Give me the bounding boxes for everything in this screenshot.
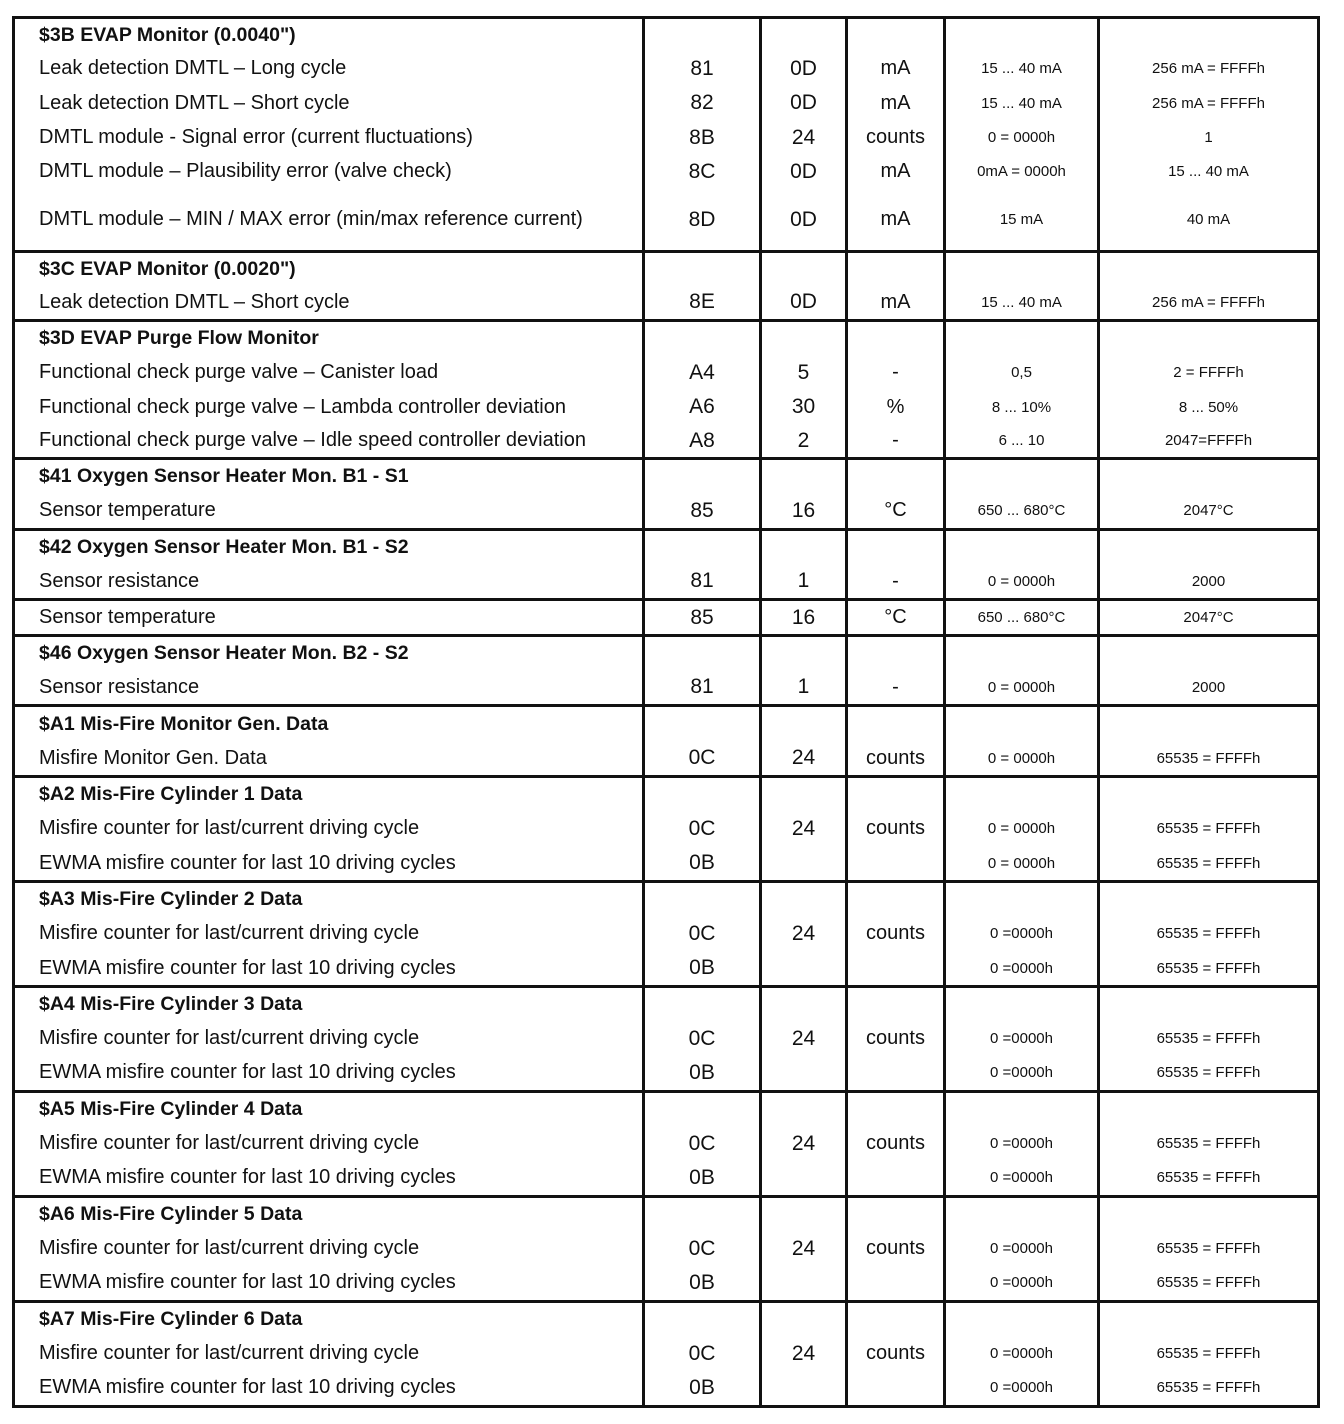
group-title-row xyxy=(14,320,1319,355)
max-value-cell: 256 mA = FFFFh xyxy=(1099,286,1319,320)
empty-cell xyxy=(1099,776,1319,811)
min-value-cell: 0 = 0000h xyxy=(945,671,1099,706)
group-title-row xyxy=(14,252,1319,286)
max-value-cell: 2000 xyxy=(1099,671,1319,706)
table-row xyxy=(14,741,1319,776)
empty-cell xyxy=(945,706,1099,741)
empty-cell xyxy=(644,252,761,286)
group-title-row xyxy=(14,986,1319,1021)
uasid-cell: 0D xyxy=(761,189,847,252)
empty-cell xyxy=(644,776,761,811)
empty-cell xyxy=(945,635,1099,670)
max-value-cell: 2 = FFFFh xyxy=(1099,356,1319,390)
description-cell: Functional check purge valve – Canister load xyxy=(14,356,644,390)
group-title: $3B EVAP Monitor (0.0040") xyxy=(14,18,644,52)
test-id-cell: 8C xyxy=(644,155,761,189)
empty-cell xyxy=(1099,1301,1319,1336)
description-cell: Misfire counter for last/current driving cycle xyxy=(14,917,644,951)
description-cell: EWMA misfire counter for last 10 driving cycles xyxy=(14,846,644,881)
table-row xyxy=(14,812,1319,846)
table-row xyxy=(14,671,1319,706)
max-value-cell: 65535 = FFFFh xyxy=(1099,917,1319,951)
empty-cell xyxy=(945,1091,1099,1126)
description-cell: Misfire counter for last/current driving cycle xyxy=(14,1232,644,1266)
empty-cell xyxy=(1099,635,1319,670)
test-id-cell: A8 xyxy=(644,424,761,458)
empty-cell xyxy=(847,320,945,355)
group-title: $A3 Mis-Fire Cylinder 2 Data xyxy=(14,881,644,916)
min-value-cell: 0 =0000h xyxy=(945,1056,1099,1091)
unit-cell: counts xyxy=(847,986,945,1091)
test-id-cell: 85 xyxy=(644,494,761,529)
uasid-cell: 24 xyxy=(761,1091,847,1196)
uasid-cell: 16 xyxy=(761,494,847,529)
table-row xyxy=(14,390,1319,424)
test-id-cell: A6 xyxy=(644,390,761,424)
max-value-cell: 256 mA = FFFFh xyxy=(1099,86,1319,120)
group-title-row xyxy=(14,1196,1319,1231)
min-value-cell: 650 ... 680°C xyxy=(945,494,1099,529)
min-value-cell: 0mA = 0000h xyxy=(945,155,1099,189)
uasid-cell: 5 xyxy=(761,356,847,390)
max-value-cell: 15 ... 40 mA xyxy=(1099,155,1319,189)
table-row xyxy=(14,356,1319,390)
min-value-cell: 0 =0000h xyxy=(945,1266,1099,1301)
description-cell: Leak detection DMTL – Long cycle xyxy=(14,52,644,86)
unit-cell: mA xyxy=(847,155,945,189)
max-value-cell: 2047°C xyxy=(1099,600,1319,635)
table-row xyxy=(14,1266,1319,1301)
description-cell: Misfire counter for last/current driving cycle xyxy=(14,1022,644,1056)
empty-cell xyxy=(847,529,945,564)
test-id-cell: 0B xyxy=(644,846,761,881)
description-cell: Sensor temperature xyxy=(14,494,644,529)
min-value-cell: 0 =0000h xyxy=(945,1371,1099,1407)
group-title: $3D EVAP Purge Flow Monitor xyxy=(14,320,644,355)
empty-cell xyxy=(1099,986,1319,1021)
empty-cell xyxy=(945,986,1099,1021)
empty-cell xyxy=(644,320,761,355)
max-value-cell: 40 mA xyxy=(1099,189,1319,252)
max-value-cell: 65535 = FFFFh xyxy=(1099,1022,1319,1056)
empty-cell xyxy=(1099,706,1319,741)
description-cell: Functional check purge valve – Idle speed controller deviation xyxy=(14,424,644,458)
test-id-cell: 0B xyxy=(644,1056,761,1091)
uasid-cell: 24 xyxy=(761,120,847,154)
min-value-cell: 15 ... 40 mA xyxy=(945,286,1099,320)
empty-cell xyxy=(847,252,945,286)
uasid-cell: 0D xyxy=(761,286,847,320)
uasid-cell: 30 xyxy=(761,390,847,424)
max-value-cell: 65535 = FFFFh xyxy=(1099,1232,1319,1266)
unit-cell: % xyxy=(847,390,945,424)
table-row xyxy=(14,286,1319,320)
empty-cell xyxy=(945,320,1099,355)
empty-cell xyxy=(1099,459,1319,494)
unit-cell: counts xyxy=(847,1091,945,1196)
min-value-cell: 0 = 0000h xyxy=(945,846,1099,881)
min-value-cell: 15 mA xyxy=(945,189,1099,252)
test-id-cell: 85 xyxy=(644,600,761,635)
test-id-cell: 82 xyxy=(644,86,761,120)
test-id-cell: 0C xyxy=(644,1232,761,1266)
table-row xyxy=(14,1127,1319,1161)
test-id-cell: A4 xyxy=(644,356,761,390)
max-value-cell: 8 ... 50% xyxy=(1099,390,1319,424)
group-title-row xyxy=(14,18,1319,52)
empty-cell xyxy=(847,706,945,741)
uasid-cell: 24 xyxy=(761,1196,847,1301)
uasid-cell: 24 xyxy=(761,741,847,776)
description-cell: Misfire counter for last/current driving cycle xyxy=(14,1337,644,1371)
empty-cell xyxy=(644,1091,761,1126)
table-row xyxy=(14,846,1319,881)
table-row xyxy=(14,600,1319,635)
group-title-row xyxy=(14,459,1319,494)
unit-cell: °C xyxy=(847,494,945,529)
test-id-cell: 8E xyxy=(644,286,761,320)
unit-cell: counts xyxy=(847,1196,945,1301)
description-cell: Sensor resistance xyxy=(14,671,644,706)
max-value-cell: 65535 = FFFFh xyxy=(1099,812,1319,846)
max-value-cell: 65535 = FFFFh xyxy=(1099,1337,1319,1371)
test-id-cell: 0C xyxy=(644,1022,761,1056)
test-id-cell: 0C xyxy=(644,741,761,776)
empty-cell xyxy=(644,706,761,741)
group-title: $42 Oxygen Sensor Heater Mon. B1 - S2 xyxy=(14,529,644,564)
group-title: $A2 Mis-Fire Cylinder 1 Data xyxy=(14,776,644,811)
empty-cell xyxy=(761,320,847,355)
uasid-cell: 24 xyxy=(761,986,847,1091)
empty-cell xyxy=(644,459,761,494)
description-cell: Misfire counter for last/current driving cycle xyxy=(14,1127,644,1161)
max-value-cell: 2047°C xyxy=(1099,494,1319,529)
min-value-cell: 0 =0000h xyxy=(945,917,1099,951)
empty-cell xyxy=(761,18,847,52)
group-title-row xyxy=(14,881,1319,916)
description-cell: DMTL module – Plausibility error (valve check) xyxy=(14,155,644,189)
empty-cell xyxy=(644,18,761,52)
table-row xyxy=(14,1056,1319,1091)
group-title: $41 Oxygen Sensor Heater Mon. B1 - S1 xyxy=(14,459,644,494)
empty-cell xyxy=(945,1196,1099,1231)
description-cell: EWMA misfire counter for last 10 driving cycles xyxy=(14,1161,644,1196)
max-value-cell: 65535 = FFFFh xyxy=(1099,846,1319,881)
max-value-cell: 65535 = FFFFh xyxy=(1099,951,1319,986)
min-value-cell: 0 =0000h xyxy=(945,1161,1099,1196)
table-row xyxy=(14,189,1319,252)
table-row xyxy=(14,917,1319,951)
test-id-cell: 0B xyxy=(644,1266,761,1301)
table-row xyxy=(14,1022,1319,1056)
description-cell: Sensor resistance xyxy=(14,565,644,600)
unit-cell: mA xyxy=(847,86,945,120)
min-value-cell: 0 =0000h xyxy=(945,1337,1099,1371)
empty-cell xyxy=(847,459,945,494)
max-value-cell: 65535 = FFFFh xyxy=(1099,1371,1319,1407)
table-row xyxy=(14,494,1319,529)
empty-cell xyxy=(1099,1091,1319,1126)
table-row xyxy=(14,565,1319,600)
empty-cell xyxy=(945,459,1099,494)
test-id-cell: 0B xyxy=(644,951,761,986)
test-id-cell: 8B xyxy=(644,120,761,154)
group-title-row xyxy=(14,776,1319,811)
description-cell: Leak detection DMTL – Short cycle xyxy=(14,286,644,320)
empty-cell xyxy=(1099,320,1319,355)
empty-cell xyxy=(945,1301,1099,1336)
group-title: $A7 Mis-Fire Cylinder 6 Data xyxy=(14,1301,644,1336)
empty-cell xyxy=(644,1301,761,1336)
min-value-cell: 0 =0000h xyxy=(945,1127,1099,1161)
description-cell: EWMA misfire counter for last 10 driving cycles xyxy=(14,1371,644,1407)
unit-cell: - xyxy=(847,424,945,458)
max-value-cell: 2047=FFFFh xyxy=(1099,424,1319,458)
min-value-cell: 0 = 0000h xyxy=(945,741,1099,776)
group-title: $46 Oxygen Sensor Heater Mon. B2 - S2 xyxy=(14,635,644,670)
empty-cell xyxy=(761,529,847,564)
empty-cell xyxy=(644,986,761,1021)
min-value-cell: 0 = 0000h xyxy=(945,120,1099,154)
test-id-cell: 0B xyxy=(644,1371,761,1407)
empty-cell xyxy=(1099,1196,1319,1231)
group-title: $A5 Mis-Fire Cylinder 4 Data xyxy=(14,1091,644,1126)
table-row xyxy=(14,52,1319,86)
empty-cell xyxy=(1099,529,1319,564)
max-value-cell: 1 xyxy=(1099,120,1319,154)
group-title: $A1 Mis-Fire Monitor Gen. Data xyxy=(14,706,644,741)
empty-cell xyxy=(1099,18,1319,52)
empty-cell xyxy=(644,529,761,564)
description-cell: Misfire Monitor Gen. Data xyxy=(14,741,644,776)
uasid-cell: 24 xyxy=(761,881,847,986)
table-row xyxy=(14,155,1319,189)
test-id-cell: 0B xyxy=(644,1161,761,1196)
uasid-cell: 0D xyxy=(761,52,847,86)
test-id-cell: 0C xyxy=(644,812,761,846)
min-value-cell: 6 ... 10 xyxy=(945,424,1099,458)
description-cell: EWMA misfire counter for last 10 driving cycles xyxy=(14,1056,644,1091)
table-row xyxy=(14,1161,1319,1196)
empty-cell xyxy=(761,706,847,741)
empty-cell xyxy=(847,18,945,52)
min-value-cell: 15 ... 40 mA xyxy=(945,52,1099,86)
test-id-cell: 81 xyxy=(644,565,761,600)
max-value-cell: 65535 = FFFFh xyxy=(1099,1266,1319,1301)
unit-cell: - xyxy=(847,356,945,390)
unit-cell: °C xyxy=(847,600,945,635)
unit-cell: mA xyxy=(847,189,945,252)
uasid-cell: 1 xyxy=(761,671,847,706)
table-row xyxy=(14,1371,1319,1407)
unit-cell: counts xyxy=(847,741,945,776)
test-id-cell: 81 xyxy=(644,671,761,706)
unit-cell: counts xyxy=(847,881,945,986)
min-value-cell: 0 = 0000h xyxy=(945,812,1099,846)
uasid-cell: 2 xyxy=(761,424,847,458)
description-cell: Sensor temperature xyxy=(14,600,644,635)
group-title: $A6 Mis-Fire Cylinder 5 Data xyxy=(14,1196,644,1231)
test-id-cell: 8D xyxy=(644,189,761,252)
description-cell: Functional check purge valve – Lambda controller deviation xyxy=(14,390,644,424)
table-row xyxy=(14,120,1319,154)
description-cell: DMTL module - Signal error (current fluctuations) xyxy=(14,120,644,154)
min-value-cell: 15 ... 40 mA xyxy=(945,86,1099,120)
min-value-cell: 0 =0000h xyxy=(945,1022,1099,1056)
table-row xyxy=(14,951,1319,986)
empty-cell xyxy=(945,252,1099,286)
max-value-cell: 65535 = FFFFh xyxy=(1099,1127,1319,1161)
max-value-cell: 65535 = FFFFh xyxy=(1099,741,1319,776)
max-value-cell: 2000 xyxy=(1099,565,1319,600)
group-title-row xyxy=(14,1301,1319,1336)
unit-cell: counts xyxy=(847,776,945,881)
test-id-cell: 81 xyxy=(644,52,761,86)
table-row xyxy=(14,424,1319,458)
test-id-cell: 0C xyxy=(644,917,761,951)
unit-cell: - xyxy=(847,565,945,600)
empty-cell xyxy=(644,881,761,916)
description-cell: Leak detection DMTL – Short cycle xyxy=(14,86,644,120)
uasid-cell: 0D xyxy=(761,155,847,189)
description-cell: DMTL module – MIN / MAX error (min/max reference current) xyxy=(14,189,644,252)
min-value-cell: 650 ... 680°C xyxy=(945,600,1099,635)
unit-cell: mA xyxy=(847,286,945,320)
description-cell: EWMA misfire counter for last 10 driving cycles xyxy=(14,1266,644,1301)
unit-cell: - xyxy=(847,671,945,706)
empty-cell xyxy=(644,635,761,670)
max-value-cell: 65535 = FFFFh xyxy=(1099,1161,1319,1196)
min-value-cell: 0,5 xyxy=(945,356,1099,390)
group-title: $A4 Mis-Fire Cylinder 3 Data xyxy=(14,986,644,1021)
test-id-cell: 0C xyxy=(644,1127,761,1161)
min-value-cell: 0 = 0000h xyxy=(945,565,1099,600)
empty-cell xyxy=(847,635,945,670)
unit-cell: mA xyxy=(847,52,945,86)
table-row xyxy=(14,1232,1319,1266)
uasid-cell: 24 xyxy=(761,1301,847,1406)
test-id-cell: 0C xyxy=(644,1337,761,1371)
table-row xyxy=(14,86,1319,120)
group-title-row xyxy=(14,635,1319,670)
description-cell: EWMA misfire counter for last 10 driving cycles xyxy=(14,951,644,986)
empty-cell xyxy=(945,776,1099,811)
max-value-cell: 256 mA = FFFFh xyxy=(1099,52,1319,86)
uasid-cell: 0D xyxy=(761,86,847,120)
group-title-row xyxy=(14,706,1319,741)
empty-cell xyxy=(761,459,847,494)
empty-cell xyxy=(761,252,847,286)
uasid-cell: 16 xyxy=(761,600,847,635)
unit-cell: counts xyxy=(847,1301,945,1406)
empty-cell xyxy=(1099,252,1319,286)
group-title: $3C EVAP Monitor (0.0020") xyxy=(14,252,644,286)
empty-cell xyxy=(945,18,1099,52)
empty-cell xyxy=(1099,881,1319,916)
uasid-cell: 1 xyxy=(761,565,847,600)
group-title-row xyxy=(14,1091,1319,1126)
min-value-cell: 8 ... 10% xyxy=(945,390,1099,424)
table-row xyxy=(14,1337,1319,1371)
group-title-row xyxy=(14,529,1319,564)
description-cell: Misfire counter for last/current driving cycle xyxy=(14,812,644,846)
min-value-cell: 0 =0000h xyxy=(945,1232,1099,1266)
uasid-cell: 24 xyxy=(761,776,847,881)
max-value-cell: 65535 = FFFFh xyxy=(1099,1056,1319,1091)
empty-cell xyxy=(761,635,847,670)
unit-cell: counts xyxy=(847,120,945,154)
obd-monitor-table xyxy=(12,16,1320,1408)
empty-cell xyxy=(945,529,1099,564)
empty-cell xyxy=(644,1196,761,1231)
min-value-cell: 0 =0000h xyxy=(945,951,1099,986)
empty-cell xyxy=(945,881,1099,916)
